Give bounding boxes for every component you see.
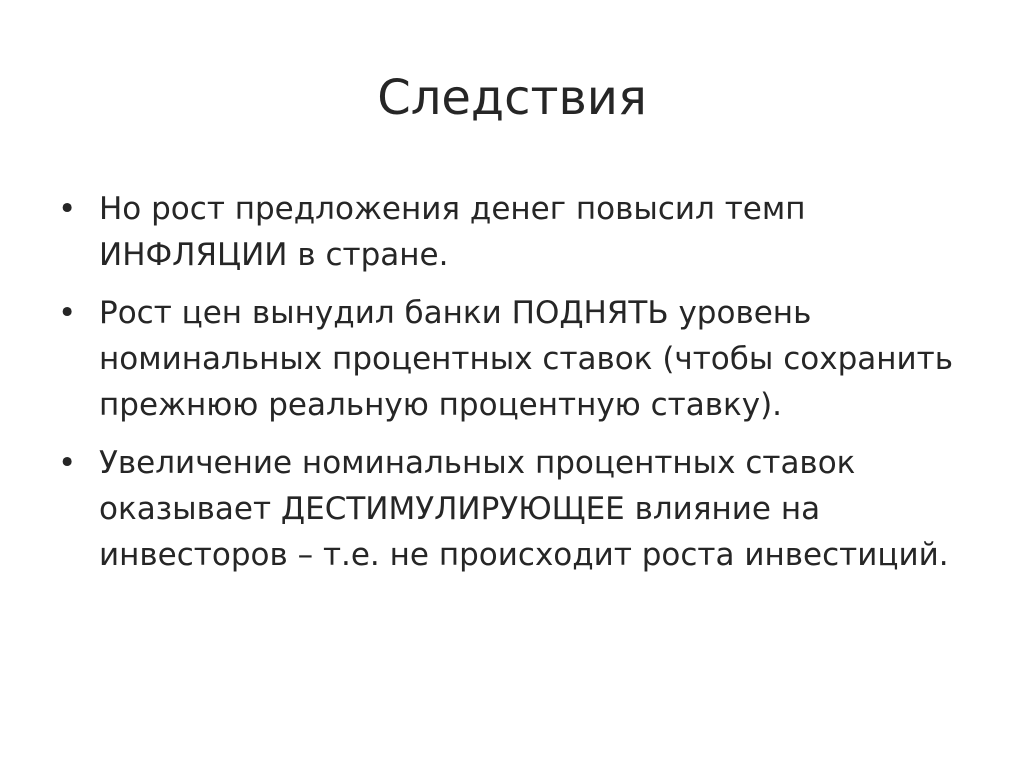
bullet-text: Но рост предложения денег повысил темп ИНФЛЯЦИИ в стране. (99, 191, 806, 273)
bullet-item (58, 186, 958, 278)
bullet-dot-icon: • (58, 191, 77, 227)
bullet-list (58, 186, 958, 590)
slide-title: Следствия (377, 70, 647, 126)
bullet-item (58, 440, 958, 578)
bullet-item (58, 290, 958, 428)
bullet-dot-icon: • (58, 295, 77, 331)
bullet-dot-icon: • (58, 445, 77, 481)
bullet-text: Рост цен вынудил банки ПОДНЯТЬ уровень номинальных процентных ставок (чтобы сохранить прежнюю реальную процентную ставку). (99, 295, 953, 423)
bullet-text: Увеличение номинальных процентных ставок оказывает ДЕСТИМУЛИРУЮЩЕЕ влияние на инвесторов – т.е. не происходит роста инвестиций. (99, 445, 949, 573)
